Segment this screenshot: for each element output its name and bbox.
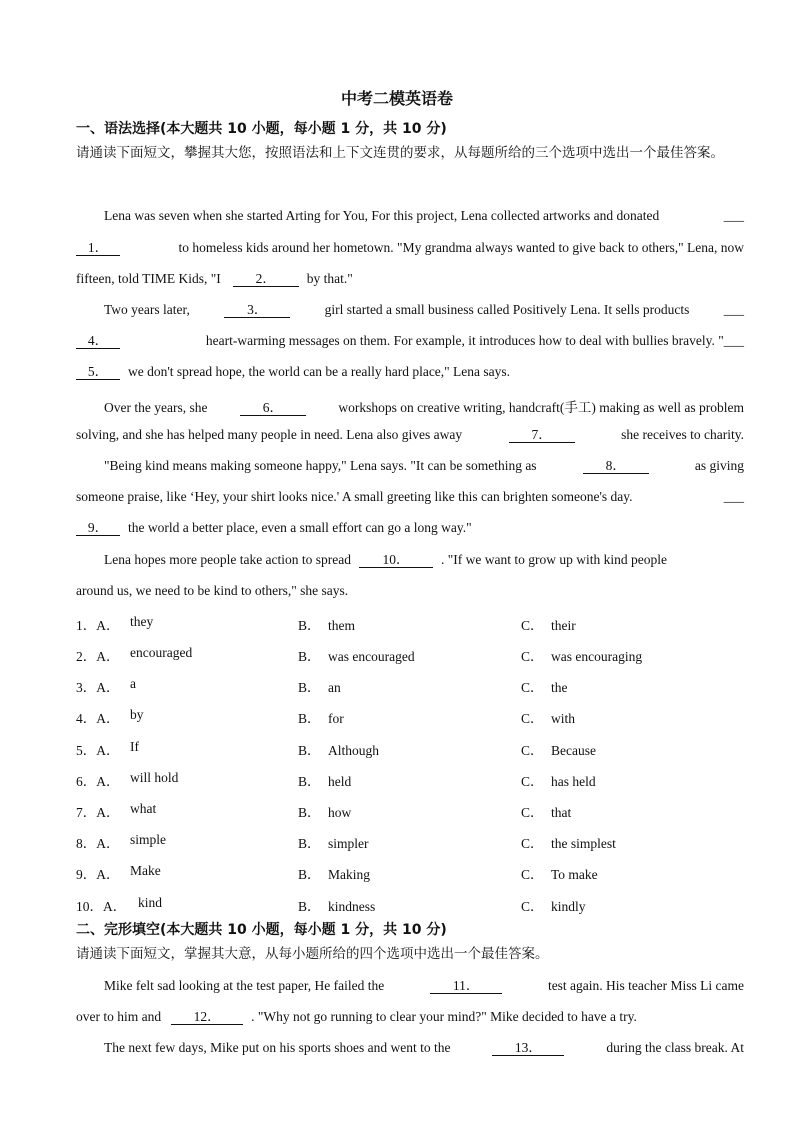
option-a[interactable]: If bbox=[130, 739, 139, 754]
option-c[interactable]: C． that bbox=[521, 805, 572, 820]
section1-instruction: 请通读下面短文，攀握其大您，按照语法和上下文连贯的要求，从每题所给的三个选项中选出一个最佳答案。 bbox=[76, 145, 724, 161]
passage-line: 1． to homeless kids around her hometown. "My grandma always wanted to give back to others," Lena, now bbox=[76, 240, 744, 256]
passage-line: 4． heart-warming messages on them. For example, it introduces how to deal with bullies bravely. "___ bbox=[76, 333, 744, 349]
option-c[interactable]: C． To make bbox=[521, 867, 598, 882]
page-title: 中考二模英语卷 bbox=[340, 89, 453, 108]
option-c[interactable]: C． with bbox=[521, 711, 576, 726]
option-a[interactable]: simple bbox=[130, 832, 166, 847]
blank-6[interactable]: 6． bbox=[240, 400, 306, 416]
passage-line: Lena hopes more people take action to spread 10． . "If we want to grow up with kind people bbox=[104, 552, 667, 567]
option-a[interactable]: what bbox=[130, 801, 157, 816]
option-c[interactable]: C． their bbox=[521, 618, 576, 633]
option-c[interactable]: C． kindly bbox=[521, 899, 586, 914]
option-a[interactable]: kind bbox=[138, 895, 163, 910]
option-b[interactable]: B． Making bbox=[298, 867, 370, 882]
option-b[interactable]: B． held bbox=[298, 774, 352, 789]
option-c[interactable]: C． was encouraging bbox=[521, 649, 643, 664]
option-c[interactable]: C． the bbox=[521, 680, 568, 695]
option-a[interactable]: they bbox=[130, 614, 154, 629]
blank-12[interactable]: 12． bbox=[171, 1009, 243, 1025]
passage-line: someone praise, like ‘Hey, your shirt looks nice.' A small greeting like this can brighten someone's day. ___ bbox=[76, 489, 744, 504]
blank-8[interactable]: 8． bbox=[583, 458, 649, 474]
option-c[interactable]: C． the simplest bbox=[521, 836, 616, 851]
option-a[interactable]: by bbox=[130, 707, 144, 722]
option-b[interactable]: B． Although bbox=[298, 743, 380, 758]
section2-instruction: 请通读下面短文，掌握其大意，从每小题所给的四个选项中选出一个最佳答案。 bbox=[76, 946, 549, 962]
passage-line: solving, and she has helped many people in need. Lena also gives away 7． she receives to charity. bbox=[76, 427, 744, 442]
blank-4[interactable]: 4． bbox=[76, 333, 120, 349]
passage-line: 9． the world a better place, even a small effort can go a long way." bbox=[76, 520, 744, 536]
option-b[interactable]: B． kindness bbox=[298, 899, 376, 914]
blank-5[interactable]: 5． bbox=[76, 364, 120, 380]
passage-line: The next few days, Mike put on his sports shoes and went to the 13． during the class break. At bbox=[104, 1040, 744, 1055]
option-c[interactable]: C． Because bbox=[521, 743, 596, 758]
option-a[interactable]: will hold bbox=[130, 770, 179, 785]
passage-line: 5． we don't spread hope, the world can be a really hard place," Lena says. bbox=[76, 364, 744, 380]
option-a[interactable]: Make bbox=[130, 863, 161, 878]
option-b[interactable]: B． an bbox=[298, 680, 341, 695]
passage-line: fifteen, told TIME Kids, "I 2． by that." bbox=[76, 271, 353, 286]
option-a[interactable]: encouraged bbox=[130, 645, 193, 660]
blank-1[interactable]: 1． bbox=[76, 240, 120, 256]
option-b[interactable]: B． them bbox=[298, 618, 355, 633]
option-a[interactable]: a bbox=[130, 676, 136, 691]
blank-11[interactable]: 11． bbox=[430, 978, 502, 994]
passage-line: around us, we need to be kind to others," she says. bbox=[76, 583, 349, 598]
passage-line: Lena was seven when she started Arting for You, For this project, Lena collected artworks and donated ___ bbox=[104, 208, 744, 223]
exam-page: 中考二模英语卷 一、语法选择(本大题共 10 小题，每小题 1 分，共 10 分) 请通读下面短文，攀握其大您，按照语法和上下文连贯的要求，从每题所给的三个选项中选出一个最佳答案。 Lena was seven when she started Arting for You, For this project, Lena collected artworks and donated ___ 1． to homeless kids around her hometown. "My grandma always wanted to give back to others," Lena, now fifteen, told TIME Kids, "I 2． by that." Two years later, 3． girl started a small business called Positively Lena. It sells products ___ 4． heart-warming messages on them. For example, it introduces how to deal with bullies bravely. "___ 5． we don't spread hope, the world can be a really hard place," Lena says. Over the years, she 6． workshops on creative writing, handcraft(手工) making as well as problem solving, and she has helped many people in need. Lena also gives away 7． she receives to charity. "Being kind means making someone happy," Lena says. "It can be something as 8． as giving someone praise, like ‘Hey, your shirt looks nice.' A small greeting like this can brighten someone's day. ___ 9． the world a better place, even a small effort can go a long way." Lena hopes more people take action to spread 10． . "If we want to grow up with kind people around us, we need to be kind to others," she says. 1．A． they B． them C． their 2．A． encouraged B． was encouraged C． was encouraging 3．A． a B． an C． the 4．A． by B． for C． with 5．A． If B． Although C． Because 6．A． will hold B． held C． has held 7．A． what B． how C． that 8．A． simple B． simpler C． the simplest 9．A． Make B． Making C． To make 10．A． kind B． kindness C． kindly 二、完形填空(本大题共 10 小题，每小题 1 分，共 10 分) 请通读下面短文，掌握其大意，从每小题所给的四个选项中选出一个最佳答案。 Mike felt sad looking at the test paper, He failed the 11． test again. His teacher Miss Li came over to him and 12． . "Why not go running to clear your mind?" Mike decided to have a try. The next few days, Mike put on his sports shoes and went to the 13． during the class break. At bbox=[0, 0, 794, 1123]
blank-2[interactable]: 2． bbox=[233, 271, 299, 287]
option-b[interactable]: B． for bbox=[298, 711, 344, 726]
blank-13[interactable]: 13． bbox=[492, 1040, 564, 1056]
option-c[interactable]: C． has held bbox=[521, 774, 596, 789]
passage-line: "Being kind means making someone happy," Lena says. "It can be something as 8． as giving bbox=[104, 458, 744, 473]
section2-heading: 二、完形填空(本大题共 10 小题，每小题 1 分，共 10 分) bbox=[76, 922, 447, 938]
blank-3[interactable]: 3． bbox=[224, 302, 290, 318]
passage-line: Mike felt sad looking at the test paper, He failed the 11． test again. His teacher Miss Li came bbox=[104, 978, 744, 993]
option-b[interactable]: B． was encouraged bbox=[298, 649, 415, 664]
blank-7[interactable]: 7． bbox=[509, 427, 575, 443]
blank-10[interactable]: 10． bbox=[359, 552, 433, 568]
passage-line: Over the years, she 6． workshops on creative writing, handcraft(手工) making as well as problem bbox=[104, 400, 744, 415]
passage-line: Two years later, 3． girl started a small business called Positively Lena. It sells products ___ bbox=[104, 302, 744, 317]
blank-9[interactable]: 9． bbox=[76, 520, 120, 536]
option-b[interactable]: B． simpler bbox=[298, 836, 369, 851]
passage-line: over to him and 12． . "Why not go running to clear your mind?" Mike decided to have a try. bbox=[76, 1009, 637, 1024]
section1-heading: 一、语法选择(本大题共 10 小题，每小题 1 分，共 10 分) bbox=[76, 121, 447, 137]
option-b[interactable]: B． how bbox=[298, 805, 352, 820]
